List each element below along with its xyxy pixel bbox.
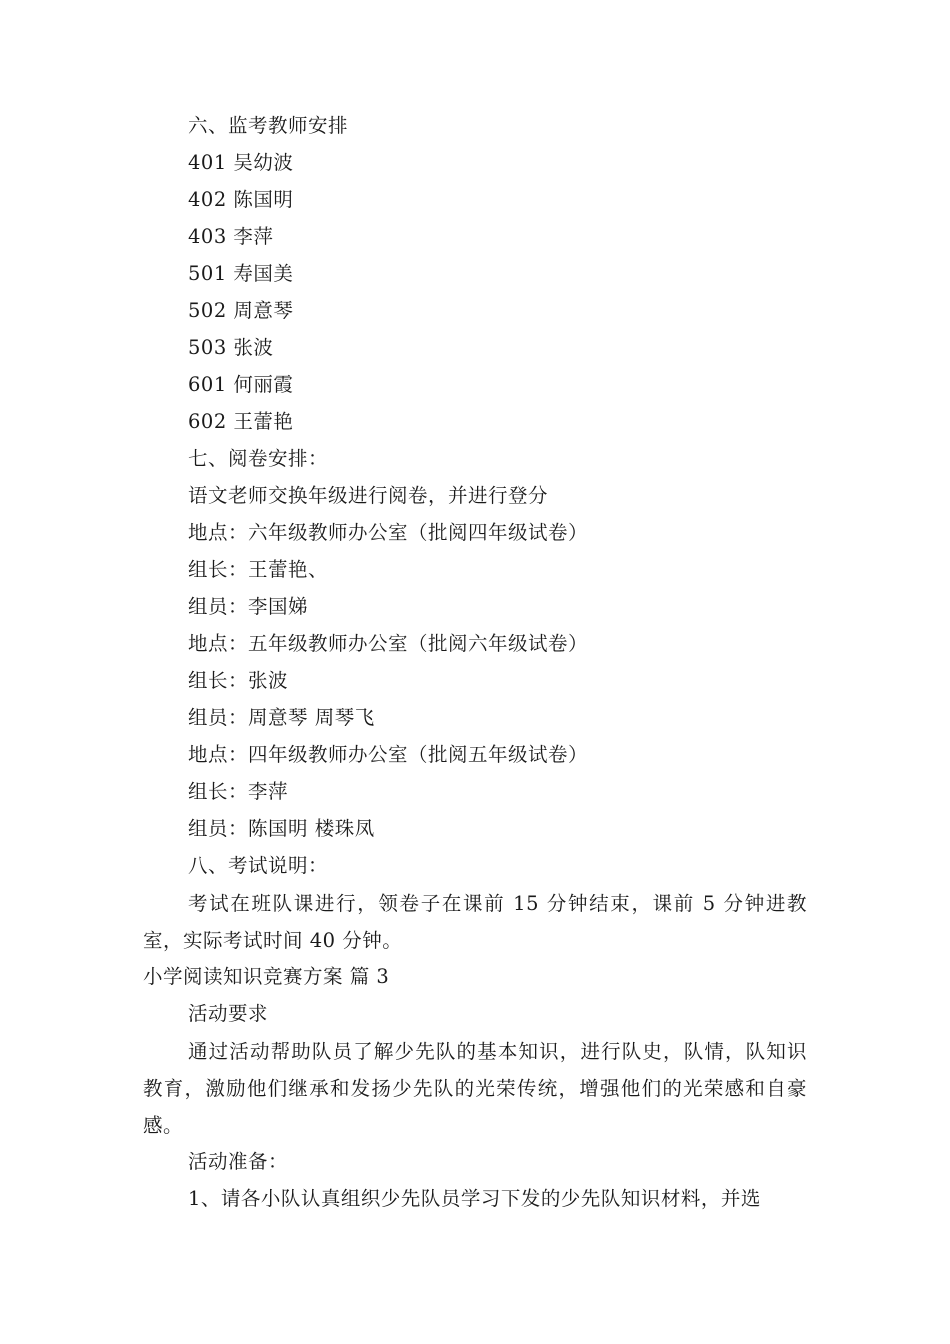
grading-leader: 组长：张波: [188, 669, 289, 692]
proctor-row: 502 周意琴: [188, 299, 294, 322]
proctor-row: 402 陈国明: [188, 188, 294, 211]
proctor-heading: 六、监考教师安排: [188, 114, 349, 137]
proctor-row: 401 吴幼波: [188, 151, 294, 174]
section-title: 小学阅读知识竞赛方案 篇 3: [143, 965, 390, 988]
proctor-row: 601 何丽霞: [188, 373, 294, 396]
grading-leader: 组长：李萍: [188, 780, 289, 803]
grading-members: 组员：李国娣: [188, 595, 309, 618]
grading-members: 组员：陈国明 楼珠凤: [188, 817, 375, 840]
grading-heading: 七、阅卷安排：: [188, 447, 329, 470]
preparation-heading: 活动准备：: [188, 1150, 289, 1173]
proctor-row: 501 寿国美: [188, 262, 294, 285]
preparation-item: 1、请各小队认真组织少先队员学习下发的少先队知识材料，并选: [188, 1187, 761, 1210]
grading-location: 地点：六年级教师办公室（批阅四年级试卷）: [188, 521, 589, 544]
proctor-row: 403 李萍: [188, 225, 274, 248]
grading-leader: 组长：王蕾艳、: [188, 558, 329, 581]
proctor-row: 503 张波: [188, 336, 274, 359]
requirements-body: 通过活动帮助队员了解少先队的基本知识，进行队史，队情，队知识教育，激励他们继承和发扬少先队的光荣传统，增强他们的光荣感和自豪感。: [143, 1040, 807, 1137]
grading-intro: 语文老师交换年级进行阅卷，并进行登分: [188, 484, 549, 507]
grading-location: 地点：五年级教师办公室（批阅六年级试卷）: [188, 632, 589, 655]
exam-notes-heading: 八、考试说明：: [188, 854, 329, 877]
proctor-row: 602 王蕾艳: [188, 410, 294, 433]
exam-notes-body: 考试在班队课进行，领卷子在课前 15 分钟结束，课前 5 分钟进教室，实际考试时间 40 分钟。: [143, 892, 807, 952]
grading-location: 地点：四年级教师办公室（批阅五年级试卷）: [188, 743, 589, 766]
requirements-heading: 活动要求: [188, 1002, 269, 1025]
grading-members: 组员：周意琴 周琴飞: [188, 706, 375, 729]
